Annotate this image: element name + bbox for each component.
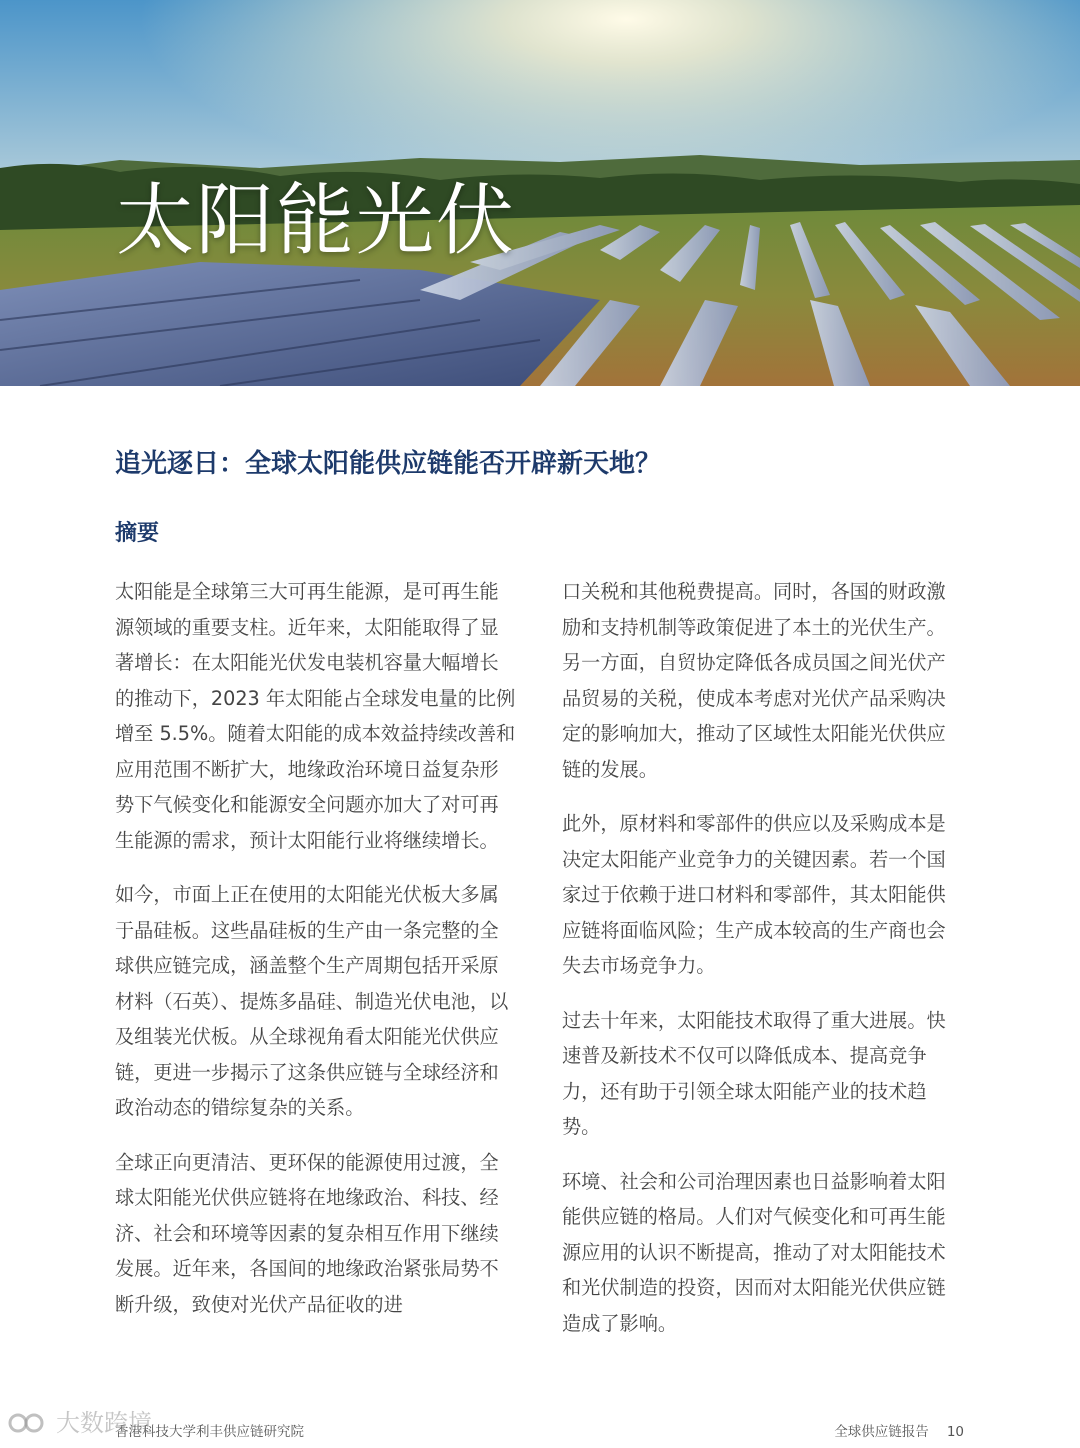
- footer-report-name: 全球供应链报告: [834, 1424, 929, 1440]
- right-column: [562, 574, 964, 1360]
- footer-report: [834, 1423, 964, 1441]
- left-column: [115, 574, 517, 1341]
- watermark: [8, 1408, 152, 1438]
- hero-banner: [0, 0, 1080, 386]
- paragraph: 环境、社会和公司治理因素也日益影响着太阳能供应链的格局。人们对气候变化和可再生能源应用的认识不断提高，推动了对太阳能技术和光伏制造的投资，因而对太阳能光伏供应链造成了影响。: [562, 1169, 946, 1335]
- paragraph: 过去十年来，太阳能技术取得了重大进展。快速普及新技术不仅可以降低成本、提高竞争力，还有助于引领全球太阳能产业的技术趋势。: [562, 1008, 946, 1138]
- paragraph: 如今，市面上正在使用的太阳能光伏板大多属于晶硅板。这些晶硅板的生产由一条完整的全球供应链完成，涵盖整个生产周期包括开采原材料（石英）、提炼多晶硅、制造光伏电池，以及组装光伏板。从全球视角看太阳能光伏供应链，更进一步揭示了这条供应链与全球经济和政治动态的错综复杂的关系。: [115, 883, 509, 1119]
- section-heading-abstract: 摘要: [115, 521, 160, 546]
- paragraph: 此外，原材料和零部件的供应以及采购成本是决定太阳能产业竞争力的关键因素。若一个国家过于依赖于进口材料和零部件，其太阳能供应链将面临风险；生产成本较高的生产商也会失去市场竞争力。: [562, 812, 946, 977]
- watermark-logo-icon: [8, 1409, 48, 1437]
- watermark-text: 大数跨境: [56, 1409, 152, 1437]
- paragraph: 口关税和其他税费提高。同时，各国的财政激励和支持机制等政策促进了本土的光伏生产。另一方面，自贸协定降低各成员国之间光伏产品贸易的关税，使成本考虑对光伏产品采购决定的影响加大，推动了区域性太阳能光伏供应链的发展。: [562, 580, 946, 781]
- paragraph: 太阳能是全球第三大可再生能源，是可再生能源领域的重要支柱。近年来，太阳能取得了显著增长：在太阳能光伏发电装机容量大幅增长的推动下，2023 年太阳能占全球发电量的比例增至 5.5%。随着太阳能的成本效益持续改善和应用范围不断扩大，地缘政治环境日益复杂形势下气候变化和能源安全问题亦加大了对可再生能源的需求，预计太阳能行业将继续增长。: [115, 580, 516, 852]
- page-number: 10: [946, 1424, 964, 1440]
- article-title: 追光逐日：全球太阳能供应链能否开辟新天地？: [115, 449, 662, 479]
- paragraph: 全球正向更清洁、更环保的能源使用过渡，全球太阳能光伏供应链将在地缘政治、科技、经济、社会和环境等因素的复杂相互作用下继续发展。近年来，各国间的地缘政治紧张局势不断升级，致使对光伏产品征收的进: [115, 1150, 499, 1316]
- hero-title: 太阳能光伏: [116, 176, 517, 266]
- footer-institution: 香港科技大学利丰供应链研究院: [115, 1424, 304, 1440]
